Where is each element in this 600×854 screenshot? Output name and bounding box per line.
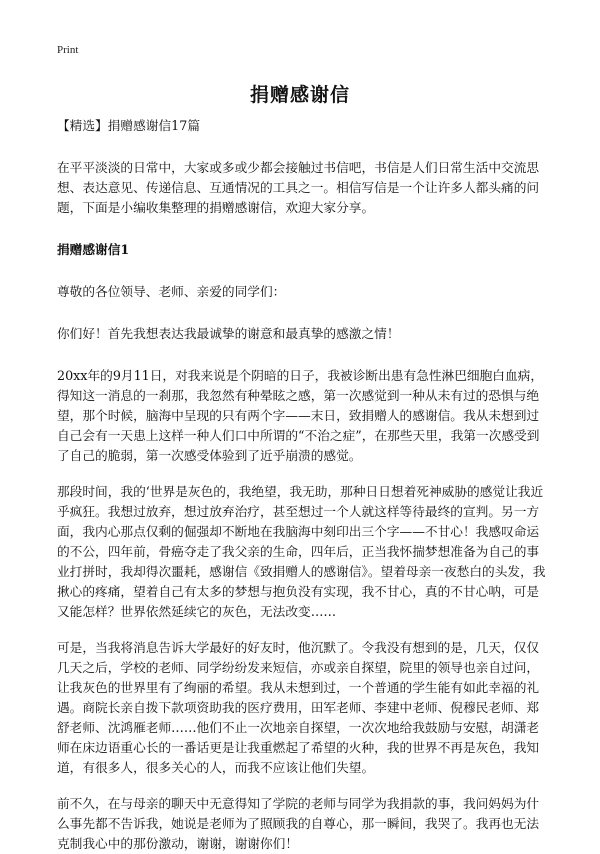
document-body (57, 116, 546, 854)
section-title: 捐赠感谢信1 (57, 242, 130, 257)
intro-paragraph: 在平平淡淡的日常中，大家或多或少都会接触过书信吧，书信是人们日常生活中交流思想、表达意见、传递信息、互通情况的工具之一。相信写信是一个让许多人都头痛的问题，下面是小编收集整理的捐赠感谢信，欢迎大家分享。 (57, 160, 540, 215)
document-title: 捐赠感谢信 (249, 84, 350, 106)
collection-label: 【精选】捐赠感谢信17篇 (57, 118, 201, 133)
body-paragraph-1: 20xx年的9月11日，对我来说是个阴暗的日子，我被诊断出患有急性淋巴细胞白血病，得知这一消息的一刹那，我忽然有种晕眩之感，第一次感觉到一种从未有过的恐惧与绝望，那个时候，脑海中呈现的只有两个字——末日，致捐赠人的感谢信。我从未想到过自己会有一天患上这样一种人们口中所谓的“不治之症”，在那些天里，我第一次感受到了自己的脆弱，第一次感受体验到了近乎崩溃的感觉。 (57, 368, 544, 463)
salutation: 尊敬的各位领导、老师、亲爱的同学们： (57, 284, 286, 299)
greeting: 你们好！首先我想表达我最诚挚的谢意和最真挚的感激之情！ (57, 326, 400, 341)
print-label[interactable]: Print (57, 44, 79, 56)
body-paragraph-4: 前不久，在与母亲的聊天中无意得知了学院的老师与同学为我捐款的事，我问妈妈为什么事先都不告诉我，她说是老师为了照顾我的自尊心，那一瞬间，我哭了。我再也无法克制我心中的那份激动，谢谢，谢谢你们！ (57, 796, 540, 851)
body-paragraph-2: 那段时间，我的‘世界是灰色的，我绝望，我无助，那种日日想着死神威胁的感觉让我近乎疯狂。我想过放弃，想过放弃治疗，甚至想过一个人就这样等待最终的宣判。另一方面，我内心那点仅剩的倔强却不断地在我脑海中刻印出三个字——不甘心！我感叹命运的不公，四年前，骨癌夺走了我父亲的生命，四年后，正当我怀揣梦想准备为自己的事业打拼时，我却得次噩耗，感谢信《致捐赠人的感谢信》。望着母亲一夜愁白的头发，我揪心的疼痛，望着自己有太多的梦想与抱负没有实现，我不甘心，真的不甘心呐，可是又能怎样？世界依然延续它的灰色，无法改变…… (57, 484, 546, 619)
body-paragraph-3: 可是，当我将消息告诉大学最好的好友时，他沉默了。令我没有想到的是，几天，仅仅几天之后，学校的老师、同学纷纷发来短信，亦或亲自探望，院里的领导也亲自过问，让我灰色的世界里有了绚丽的希望。我从未想到过，一个普通的学生能有如此幸福的礼遇。商院长亲自拨下款项资助我的医疗费用，田军老师、李建中老师、倪穆民老师、郑舒老师、沈鸿雁老师……他们不止一次地亲自探望，一次次地给我鼓励与安慰，胡潇老师在床边语重心长的一番话更是让我重燃起了希望的火种，我的世界不再是灰色，我知道，有很多人，很多关心的人，而我不应该让他们失望。 (57, 640, 540, 775)
